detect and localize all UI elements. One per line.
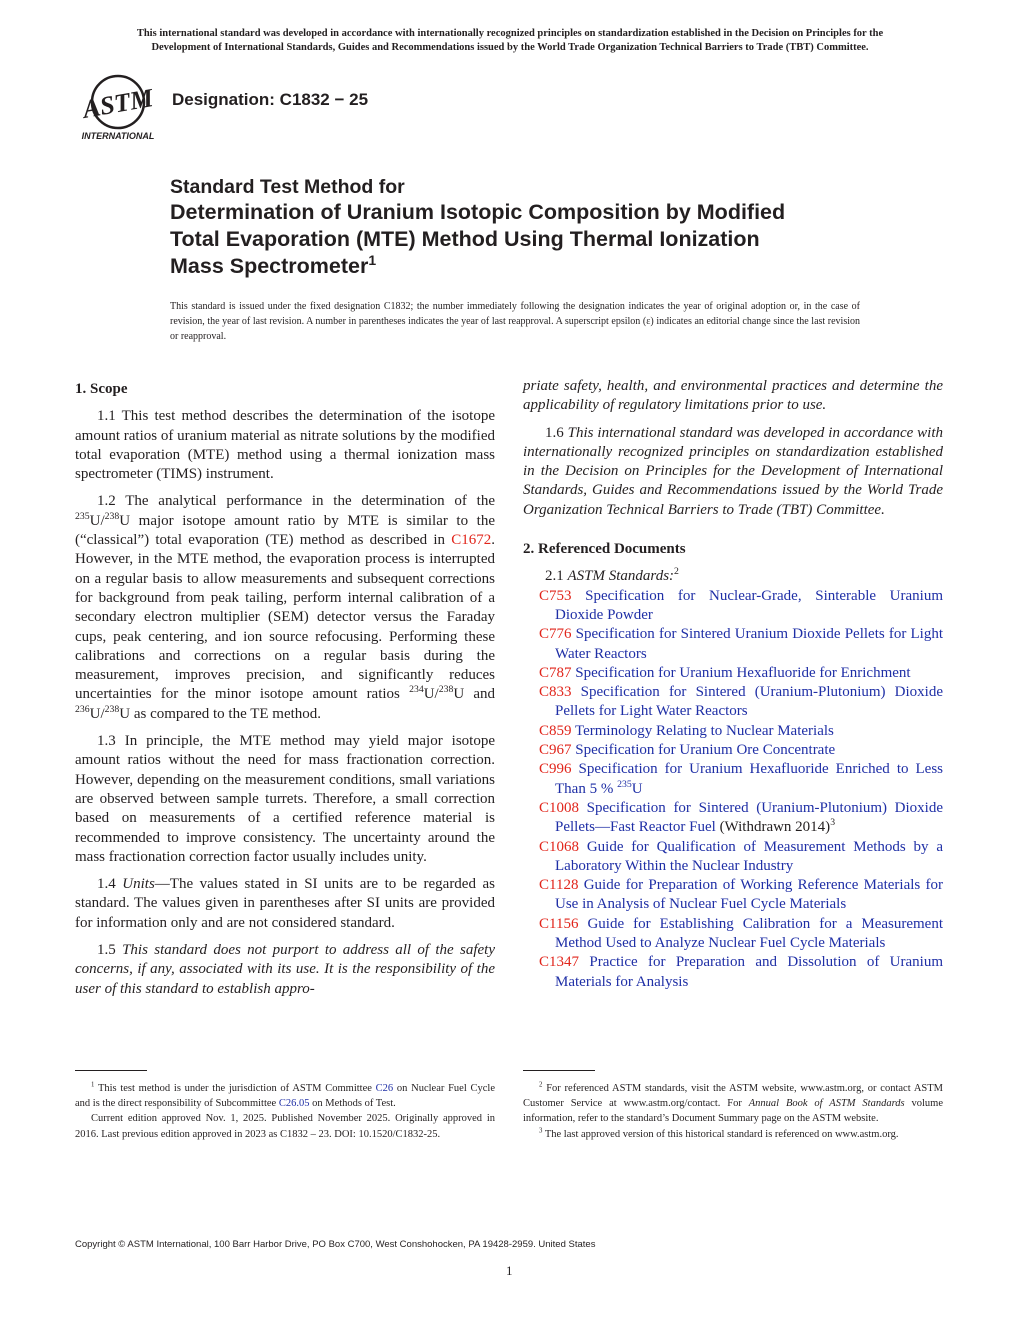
- para-1-2: 1.2 The analytical performance in the determination of the $^{235}$U/$^{238}$U major isotope amount ratio by MTE is similar to the (“classical”) total evaporation (TE) method as described in C1672. However, in the MTE method, the evaporation process is interrupted on a regular basis to allow measurements and subsequent corrections for background from peak tailing, perform internal calibration of a secondary electron multiplier (SEM) detector versus the Faraday cups, peak centering, and ion source refocusing. Performing these calibrations and corrections on a regular basis during the measurement, improves precision, and significantly reduces uncertainties for the minor isotope amount ratios $^{234}$U/$^{238}$U and $^{236}$U/$^{238}$U as compared to the TE method.: [75, 493, 495, 722]
- para-1-6: 1.6 This international standard was developed in accordance with internationally recognized principles on standardization established in the Decision on Principles for the Development of International Standards, Guides and Recommendations issued by the World Trade Organization Technical Barriers to Trade (TBT) Committee.: [523, 424, 943, 518]
- ref-c1347[interactable]: C1347 Practice for Preparation and Dissolution of Uranium Materials for Analysis: [539, 954, 943, 990]
- logo-subtext: INTERNATIONAL: [81, 131, 155, 141]
- left-column: [75, 380, 495, 999]
- footnote-3: $^3$ The last approved version of this historical standard is referenced on www.astm.org.: [539, 1127, 899, 1140]
- footnote-2: $^2$ For referenced ASTM standards, visit the ASTM website, www.astm.org, or contact ASTM Customer Service at www.astm.org/contact. For Annual Book of ASTM Standards volume information, refer to the standard’s Document Summary page on the ASTM website.: [523, 1081, 944, 1125]
- issuance-note: This standard is issued under the fixed designation C1832; the number immediately following the designation indicates the year of original adoption or, in the case of revision, the year of last revision. A number in parentheses indicates the year of last reapproval. A superscript epsilon (ε) indicates an editorial change since the last revision or reapproval.: [170, 301, 860, 342]
- ref-c1128[interactable]: C1128 Guide for Preparation of Working Reference Materials for Use in Analysis of Nuclear Fuel Cycle Materials: [539, 877, 943, 913]
- ref-c753[interactable]: C753 Specification for Nuclear-Grade, Sinterable Uranium Dioxide Powder: [539, 587, 943, 623]
- ref-c776[interactable]: C776 Specification for Sintered Uranium Dioxide Pellets for Light Water Reactors: [539, 626, 943, 662]
- section1-heading: 1. Scope: [75, 381, 128, 397]
- title-block: [170, 176, 890, 280]
- footnote-1-edition: Current edition approved Nov. 1, 2025. Published November 2025. Originally approved in 2016. Last previous edition approved in 2023 as C1832 – 23. DOI: 10.1520/C1832-25.: [75, 1113, 495, 1140]
- ref-c967[interactable]: C967 Specification for Uranium Ore Concentrate: [539, 742, 836, 759]
- top-notice-line2: Development of International Standards, Guides and Recommendations issued by the World Trade Organization Technical Barriers to Trade (TBT) Committee.: [151, 41, 869, 53]
- top-notice: [60, 27, 960, 54]
- title-line2: Determination of Uranium Isotopic Composition by Modified: [170, 200, 786, 224]
- link-c26-05[interactable]: C26.05: [278, 1098, 310, 1110]
- link-c26[interactable]: C26: [375, 1083, 394, 1094]
- designation: Designation: C1832 − 25: [172, 90, 369, 109]
- ref-c787[interactable]: C787 Specification for Uranium Hexafluoride for Enrichment: [539, 664, 911, 681]
- footnote-rule-left: [75, 1070, 147, 1071]
- link-c1672[interactable]: C1672: [451, 532, 492, 549]
- para-1-1: 1.1 This test method describes the determination of the isotope amount ratios of uranium material as nitrate solutions by the modified total evaporation (MTE) method using a thermal ionization mass spectrometer (TIMS) instrument.: [75, 408, 495, 483]
- astm-logo-icon: [77, 74, 159, 144]
- ref-c1008[interactable]: C1008 Specification for Sintered (Uranium-Plutonium) Dioxide Pellets—Fast Reactor Fuel (Withdrawn 2014)$^3$: [539, 799, 943, 836]
- footnote-rule-right: [523, 1070, 595, 1071]
- copyright: Copyright © ASTM International, 100 Barr Harbor Drive, PO Box C700, West Conshohocken, PA 19428-2959. United States: [75, 1239, 596, 1250]
- section2-heading: 2. Referenced Documents: [523, 541, 686, 558]
- title-line4: Mass Spectrometer: [170, 254, 369, 278]
- astm-logo: [77, 74, 159, 144]
- para-1-3: 1.3 In principle, the MTE method may yield major isotope amount ratios without the need for mass fractionation correction. However, depending on the measurement conditions, small variations are observed between sample turrets. Therefore, a small correction based on measurements of a certified reference material is recommended to improve consistency. The uncertainty around the mass fractionation correction factor usually includes unity.: [75, 733, 495, 865]
- title-line1: Standard Test Method for: [170, 176, 405, 198]
- top-notice-line1: This international standard was developed in accordance with internationally recognized principles on standardization established in the Decision on Principles for the: [136, 28, 884, 39]
- footnotes-right: [523, 1081, 943, 1142]
- para-1-5-right: priate safety, health, and environmental practices and determine the applicability of regulatory limitations prior to use.: [523, 378, 943, 414]
- footnote-1: $^1$ This test method is under the jurisdiction of ASTM Committee C26 on Nuclear Fuel Cycle and is the direct responsibility of Subcommittee C26.05 on Methods of Test.: [75, 1081, 495, 1110]
- ref-c859[interactable]: C859 Terminology Relating to Nuclear Materials: [539, 722, 834, 739]
- footnotes-left: [75, 1081, 495, 1142]
- ref-c1068[interactable]: C1068 Guide for Qualification of Measurement Methods by a Laboratory Within the Nuclear Industry: [539, 838, 943, 874]
- logo-text: ASTM: [80, 83, 156, 124]
- title-footnote-mark: 1: [368, 251, 377, 268]
- ref-c996[interactable]: C996 Specification for Uranium Hexafluoride Enriched to Less Than 5 % $^{235}$U: [539, 761, 943, 797]
- para-1-4: 1.4 Units—The values stated in SI units are to be regarded as standard. The values given in parentheses after SI units are provided for information only and are not considered standard.: [75, 876, 495, 931]
- ref-c833[interactable]: C833 Specification for Sintered (Uranium-Plutonium) Dioxide Pellets for Light Water Reactors: [539, 684, 943, 720]
- para-1-5-left: 1.5 This standard does not purport to address all of the safety concerns, if any, associated with its use. It is the responsibility of the user of this standard to establish appro-: [75, 942, 496, 997]
- ref-c1156[interactable]: C1156 Guide for Establishing Calibration for a Measurement Method Used to Analyze Nuclear Fuel Cycle Materials: [539, 915, 943, 952]
- para-2-1: 2.1 ASTM Standards:$^2$: [545, 566, 679, 585]
- page-number: 1: [506, 1263, 513, 1278]
- right-column: [523, 377, 943, 992]
- title-line3: Total Evaporation (MTE) Method Using Thermal Ionization: [170, 227, 760, 251]
